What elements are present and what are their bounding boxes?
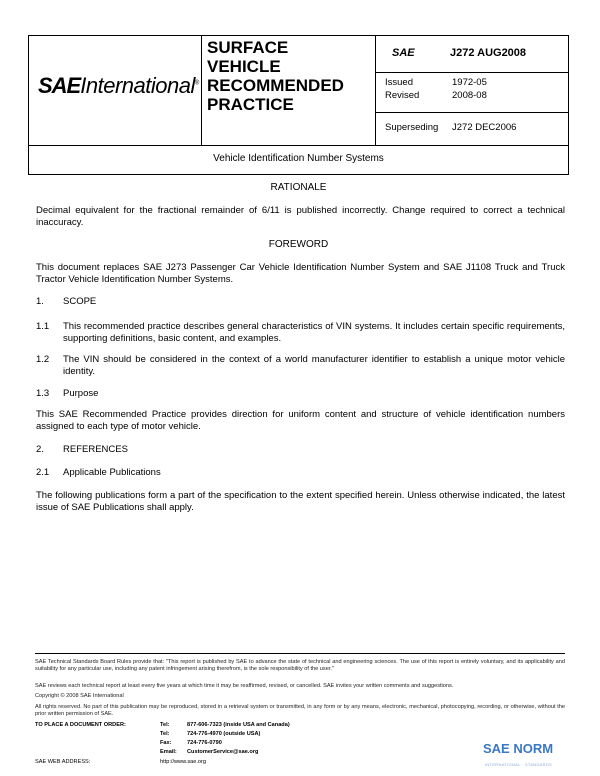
email-link[interactable]: CustomerService@sae.org bbox=[187, 749, 259, 755]
order-label: TO PLACE A DOCUMENT ORDER: bbox=[35, 722, 126, 728]
watermark-subtext: INTERNATIONAL · STANDARDS bbox=[485, 762, 552, 767]
revised-label: Revised bbox=[385, 90, 420, 101]
rationale-heading: RATIONALE bbox=[270, 182, 327, 193]
section-1-3-title: Purpose bbox=[63, 388, 99, 399]
foreword-heading: FOREWORD bbox=[268, 239, 329, 250]
header-divider bbox=[201, 36, 202, 145]
doc-type-line: SURFACE bbox=[207, 38, 289, 57]
section-1-2-text: The VIN should be considered in the context of a world manufacturer identifier to establish a unique motor vehicle identity. bbox=[63, 354, 565, 377]
web-label: SAE WEB ADDRESS: bbox=[35, 759, 91, 765]
footer-rules-text: SAE Technical Standards Board Rules provide that: "This report is published by SAE to advance the state of technical and engineering sciences. The use of this report is entirely voluntary, and its applicability and suitability for any particular use, including any patent infringement arising therefrom, is the sole responsibility of the user." bbox=[35, 659, 565, 672]
section-1-1-number: 1.1 bbox=[36, 321, 50, 332]
superseding-label: Superseding bbox=[385, 122, 439, 133]
doc-type-line: RECOMMENDED bbox=[207, 76, 344, 95]
email-label: Email: bbox=[160, 749, 177, 755]
section-1-3-number: 1.3 bbox=[36, 388, 50, 399]
tel1-label: Tel: bbox=[160, 722, 170, 728]
sae-norm-watermark bbox=[483, 740, 554, 767]
fax-value: 724-776-0790 bbox=[187, 740, 222, 746]
watermark-text: SAE NORM bbox=[483, 741, 554, 756]
issued-label: Issued bbox=[385, 77, 413, 88]
rationale-text: Decimal equivalent for the fractional remainder of 6/11 is published incorrectly. Change required to correct a technical inaccuracy. bbox=[36, 205, 565, 228]
section-1-title: SCOPE bbox=[63, 296, 97, 307]
issued-value: 1972-05 bbox=[452, 77, 487, 88]
section-2-number: 2. bbox=[36, 444, 44, 455]
document-type bbox=[207, 38, 344, 114]
purpose-text: This SAE Recommended Practice provides direction for uniform content and structure of vehicle identification numbers assigned to each type of motor vehicle. bbox=[36, 409, 565, 432]
tel2-value[interactable]: 724-776-4970 (outside USA) bbox=[187, 731, 261, 737]
section-2-1-number: 2.1 bbox=[36, 467, 50, 478]
standard-number: J272 AUG2008 bbox=[450, 47, 527, 59]
header-divider bbox=[375, 36, 376, 145]
superseding-value: J272 DEC2006 bbox=[452, 122, 517, 133]
doc-type-line: VEHICLE bbox=[207, 57, 281, 76]
foreword-text: This document replaces SAE J273 Passenger Car Vehicle Identification Number System and SAE J1108 Truck and Truck Tractor Vehicle Identification Number Systems. bbox=[36, 262, 565, 285]
header-divider bbox=[375, 72, 568, 73]
logo-international: International bbox=[80, 73, 195, 98]
section-1-number: 1. bbox=[36, 296, 44, 307]
web-link[interactable]: http://www.sae.org bbox=[160, 759, 207, 765]
section-1-1-text: This recommended practice describes general characteristics of VIN systems. It includes certain specific requirements, supporting definitions, basic content, and examples. bbox=[63, 321, 565, 344]
footer-divider bbox=[35, 653, 565, 654]
logo-trademark: ® bbox=[194, 80, 200, 87]
section-2-title: REFERENCES bbox=[63, 444, 128, 455]
revised-value: 2008-08 bbox=[452, 90, 487, 101]
standard-sae-mark: SAE bbox=[392, 47, 415, 59]
footer-review-text: SAE reviews each technical report at least every five years at which time it may be reaffirmed, revised, or cancelled. SAE invites your written comments and suggestions. bbox=[35, 683, 454, 689]
tel1-value[interactable]: 877-606-7323 (inside USA and Canada) bbox=[187, 722, 290, 728]
section-2-1-title: Applicable Publications bbox=[63, 467, 161, 478]
tel2-label: Tel: bbox=[160, 731, 170, 737]
footer-copyright: Copyright © 2008 SAE International bbox=[35, 693, 124, 699]
footer-rights-text: All rights reserved. No part of this publication may be reproduced, stored in a retrieval system or transmitted, in any form or by any means, electronic, mechanical, photocopying, recording, or otherwise, without the prior written permission of SAE. bbox=[35, 704, 565, 717]
document-title: Vehicle Identification Number Systems bbox=[28, 146, 569, 175]
fax-label: Fax: bbox=[160, 740, 172, 746]
header-divider bbox=[375, 112, 568, 113]
sae-international-logo bbox=[38, 73, 199, 99]
logo-sae: SAE bbox=[38, 73, 81, 98]
references-text: The following publications form a part of the specification to the extent specified herein. Unless otherwise indicated, the latest issue of SAE Publications shall apply. bbox=[36, 490, 565, 513]
section-1-2-number: 1.2 bbox=[36, 354, 50, 365]
doc-type-line: PRACTICE bbox=[207, 95, 294, 114]
